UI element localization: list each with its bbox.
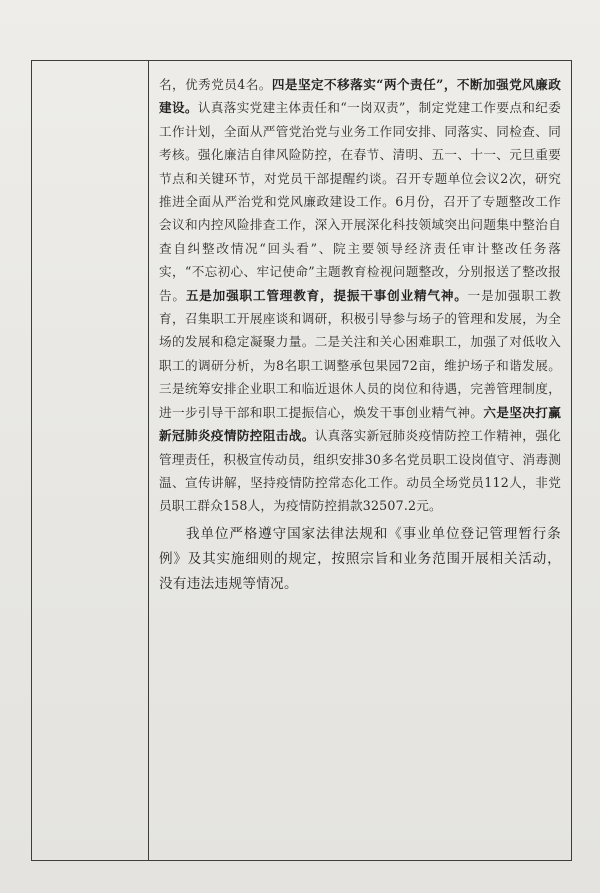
- report-heading-4: 四是坚定不移落实“两个责任”，不断加强党风廉政建设。: [159, 77, 562, 116]
- report-heading-6: 六是坚决打赢新冠肺炎疫情防控阻击战。: [159, 404, 562, 444]
- report-segment-1: 名，优秀党员4名。: [159, 77, 272, 92]
- report-segment-7: 认真落实新冠肺炎疫情防控工作精神，强化管理责任，积极宣传动员，组织安排30多名党员职工设岗值守、消毒测温、宣传讲解，坚持疫情防控常态化工作。动员全场党员112人，非党员职工群众158人，为疫情防控捐款32507.2元。: [159, 428, 561, 514]
- report-body-paragraph: [159, 73, 561, 518]
- label-cell: [32, 61, 147, 860]
- column-divider: [148, 60, 149, 861]
- report-heading-5: 五是加强职工管理教育，提振干事创业精气神。: [185, 287, 468, 303]
- report-segment-5: 一是加强职工教育，召集职工开展座谈和调研，积极引导参与场子的管理和发展，为全场的发展和稳定凝聚力量。二是关注和关心困难职工，加强了对低收入职工的调研分析，为8名职工调整承包果园72亩，维护场子和谐发展。三是统筹安排企业职工和临近退休人员的岗位和待遇，完善管理制度，进一步引导干部和职工提振信心，焕发干事创业精气神。: [159, 287, 561, 420]
- compliance-statement: 我单位严格遵守国家法律法规和《事业单位登记管理暂行条例》及其实施细则的规定，按照宗旨和业务范围开展相关活动，没有违法违规等情况。: [159, 525, 561, 592]
- content-cell: [159, 73, 561, 597]
- report-segment-3: 认真落实党建主体责任和“一岗双责”，制定党建工作要点和纪委工作计划，全面从严管党治党与业务工作同安排、同落实、同检查、同考核。强化廉洁自律风险防控，在春节、清明、五一、十一、元旦重要节点和关键环节，对党员干部提醒约谈。召开专题单位会议2次，研究推进全面从严治党和党风廉政建设工作。6月份，召开了专题整改工作会议和内控风险排查工作，深入开展深化科技领域突出问题集中整治自查自纠整改情况“回头看”、院主要领导经济责任审计整改任务落实，“不忘初心、牢记使命”主题教育检视问题整改，分别报送了整改报告。: [159, 100, 561, 303]
